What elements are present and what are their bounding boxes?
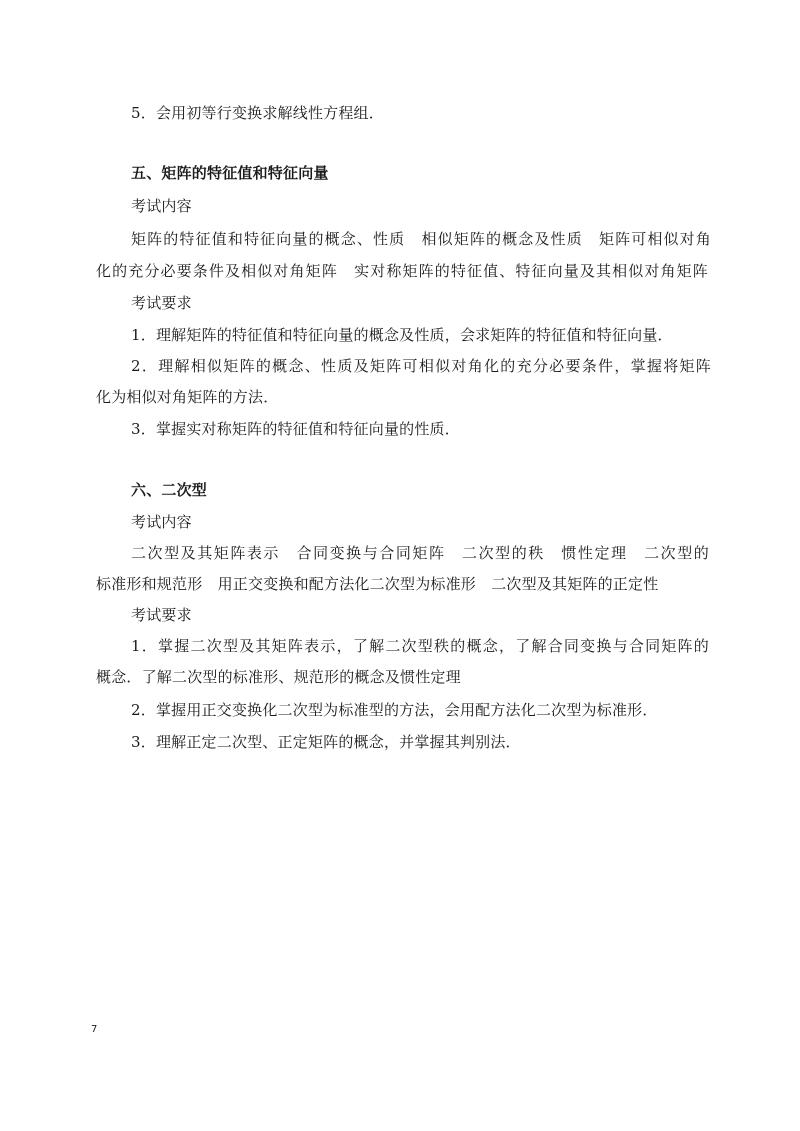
section-6-requirements-label: 考试要求 xyxy=(131,606,192,624)
section-5-heading: 五、矩阵的特征值和特征向量 xyxy=(131,164,329,182)
top-item: 5．会用初等行变换求解线性方程组． xyxy=(131,104,384,122)
section-5-requirement-2-line-1: 2．理解相似矩阵的概念、性质及矩阵可相似对角化的充分必要条件，掌握将矩阵 xyxy=(131,357,711,375)
section-5-requirement-2-line-2: 化为相似对角矩阵的方法． xyxy=(96,388,279,406)
section-5-content-label: 考试内容 xyxy=(131,197,192,215)
section-6-requirement-1-line-2: 概念．了解二次型的标准形、规范形的概念及惯性定理 xyxy=(96,668,461,686)
section-5-requirements-label: 考试要求 xyxy=(131,294,192,312)
section-5-content-line-1: 矩阵的特征值和特征向量的概念、性质 相似矩阵的概念及性质 矩阵可相似对角 xyxy=(131,230,711,248)
section-6-requirement-3: 3．理解正定二次型、正定矩阵的概念，并掌握其判别法． xyxy=(131,733,521,751)
section-6-heading: 六、二次型 xyxy=(131,481,208,499)
section-5-requirement-1: 1．理解矩阵的特征值和特征向量的概念及性质，会求矩阵的特征值和特征向量． xyxy=(131,326,673,344)
section-6-content-label: 考试内容 xyxy=(131,513,192,531)
section-5-content-line-2: 化的充分必要条件及相似对角矩阵 实对称矩阵的特征值、特征向量及其相似对角矩阵 xyxy=(96,262,708,280)
section-6-content-line-1: 二次型及其矩阵表示 合同变换与合同矩阵 二次型的秩 惯性定理 二次型的 xyxy=(131,544,709,562)
section-6-requirement-2: 2．掌握用正交变换化二次型为标准型的方法，会用配方法化二次型为标准形． xyxy=(131,701,658,719)
section-5-requirement-3: 3．掌握实对称矩阵的特征值和特征向量的性质． xyxy=(131,420,460,438)
section-6-requirement-1-line-1: 1．掌握二次型及其矩阵表示，了解二次型秩的概念，了解合同变换与合同矩阵的 xyxy=(131,637,709,655)
page-number: 7 xyxy=(91,1024,98,1035)
section-6-content-line-2: 标准形和规范形 用正交变换和配方法化二次型为标准形 二次型及其矩阵的正定性 xyxy=(96,575,659,593)
